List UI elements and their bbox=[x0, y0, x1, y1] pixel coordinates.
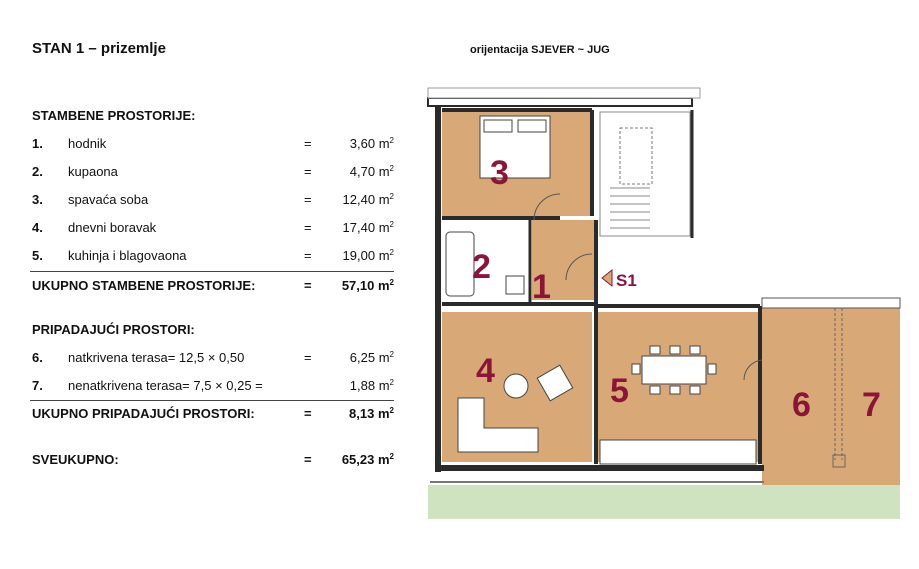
room-name: dnevni boravak bbox=[68, 220, 157, 235]
equals-sign: = bbox=[304, 164, 312, 179]
auxiliary-heading: PRIPADAJUĆI PROSTORI: bbox=[32, 322, 195, 337]
section-marker-icon bbox=[602, 270, 612, 286]
room-area: 17,40 $m^2$ bbox=[342, 220, 394, 235]
row-number: 2. bbox=[32, 164, 43, 179]
orientation-note: orijentacija SJEVER ~ JUG bbox=[470, 44, 610, 56]
staircase bbox=[600, 112, 690, 236]
pillow bbox=[484, 120, 512, 132]
divider bbox=[30, 400, 394, 401]
equals-sign: = bbox=[304, 220, 312, 235]
equals-sign: = bbox=[304, 350, 312, 365]
room-label-3: 3 bbox=[490, 154, 509, 192]
residential-total: UKUPNO STAMBENE PROSTORIJE: = 57,10 $m^2$ bbox=[32, 278, 394, 293]
room-label-1: 1 bbox=[532, 268, 551, 306]
room-label-5: 5 bbox=[610, 372, 629, 410]
equals-sign: = bbox=[304, 248, 312, 263]
coffee-table bbox=[504, 374, 528, 398]
floor-plan bbox=[410, 80, 910, 525]
row-number: 6. bbox=[32, 350, 43, 365]
bathtub bbox=[446, 232, 474, 296]
row-number: 4. bbox=[32, 220, 43, 235]
kitchen-counter bbox=[600, 440, 756, 464]
room-label-2: 2 bbox=[472, 248, 491, 286]
room-label-7: 7 bbox=[862, 386, 881, 424]
residential-heading: STAMBENE PROSTORIJE: bbox=[32, 108, 196, 123]
room-name: kuhinja i blagovaona bbox=[68, 248, 187, 263]
equals-sign: = bbox=[304, 192, 312, 207]
room-name: hodnik bbox=[68, 136, 107, 151]
auxiliary-total: UKUPNO PRIPADAJUĆI PROSTORI: = 8,13 $m^2$ bbox=[32, 406, 394, 421]
row-number: 7. bbox=[32, 378, 43, 393]
row-number: 1. bbox=[32, 136, 43, 151]
table-row bbox=[32, 248, 394, 268]
table-row bbox=[32, 350, 394, 370]
room-label-4: 4 bbox=[476, 352, 495, 390]
divider bbox=[30, 271, 394, 272]
room-name: kupaona bbox=[68, 164, 118, 179]
space-name: nenatkrivena terasa= 7,5 × 0,25 = bbox=[68, 378, 263, 393]
table-row bbox=[32, 220, 394, 240]
table-row bbox=[32, 136, 394, 156]
terrace-edge bbox=[762, 298, 900, 308]
row-number: 5. bbox=[32, 248, 43, 263]
space-area: 1,88 $m^2$ bbox=[349, 378, 394, 393]
toilet bbox=[506, 276, 524, 294]
grand-total: SVEUKUPNO: = 65,23 $m^2$ bbox=[32, 452, 394, 467]
room-area: 3,60 $m^2$ bbox=[349, 136, 394, 151]
table-row bbox=[32, 378, 394, 398]
table-row bbox=[32, 192, 394, 212]
room-area: 19,00 $m^2$ bbox=[342, 248, 394, 263]
equals-sign: = bbox=[304, 136, 312, 151]
room-area: 4,70 $m^2$ bbox=[349, 164, 394, 179]
page-title: STAN 1 – prizemlje bbox=[32, 40, 166, 57]
dining-table bbox=[642, 356, 706, 384]
section-label: S1 bbox=[616, 271, 637, 290]
room-label-6: 6 bbox=[792, 386, 811, 424]
grass-strip bbox=[428, 485, 900, 519]
space-name: natkrivena terasa= 12,5 × 0,50 bbox=[68, 350, 245, 365]
space-area: 6,25 $m^2$ bbox=[349, 350, 394, 365]
row-number: 3. bbox=[32, 192, 43, 207]
pillow bbox=[518, 120, 546, 132]
room-area: 12,40 $m^2$ bbox=[342, 192, 394, 207]
room-name: spavaća soba bbox=[68, 192, 149, 207]
table-row bbox=[32, 164, 394, 184]
